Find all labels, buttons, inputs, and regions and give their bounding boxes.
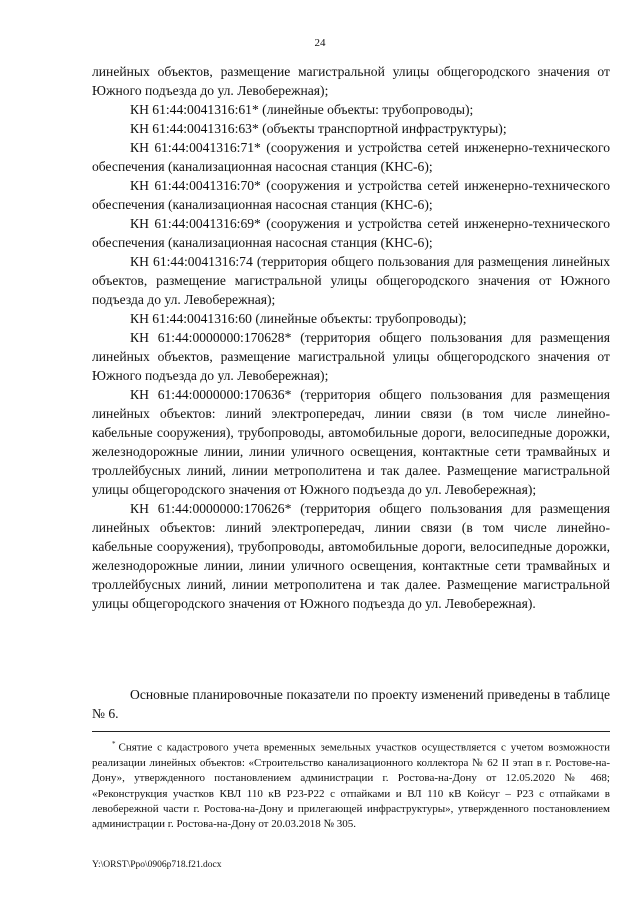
summary-paragraph: Основные планировочные показатели по проекту изменений приведены в таблице № 6. — [92, 687, 610, 721]
file-path: Y:\ORST\Ppo\0906p718.f21.docx — [92, 860, 222, 870]
paragraph: КН 61:44:0000000:170636* (территория общего пользования для размещения линейных объектов: линий электропередач, линии связи (в том числе линейно-кабельные сооружения), трубопроводы, автомобильные дороги, велосипедные дорожки, железнодорожные линии, линии уличного освещения, контактные сети трамвайных и троллейбусных линий, линии метрополитена и так далее. Размещение магистральной улицы общегородского значения от Южного подъезда до ул. Левобережная); — [92, 387, 610, 497]
paragraph: КН 61:44:0000000:170626* (территория общего пользования для размещения линейных объектов: линий электропередач, линии связи (в том числе линейно-кабельные сооружения), трубопроводы, автомобильные дороги, велосипедные дорожки, железнодорожные линии, линии уличного освещения, контактные сети трамвайных и троллейбусных линий, линии метрополитена и так далее. Размещение магистральной улицы общегородского значения от Южного подъезда до ул. Левобережная). — [92, 501, 610, 611]
paragraph: КН 61:44:0000000:170628* (территория общего пользования для размещения линейных объектов, размещение магистральной улицы общегородского значения от Южного подъезда до ул. Левобережная); — [92, 330, 610, 383]
paragraph: КН 61:44:0041316:69* (сооружения и устройства сетей инженерно-технического обеспечения (канализационная насосная станция (КНС-6); — [92, 216, 610, 250]
footnote-divider — [92, 731, 610, 732]
paragraph: КН 61:44:0041316:60 (линейные объекты: трубопроводы); — [130, 311, 467, 326]
paragraph: КН 61:44:0041316:74 (территория общего пользования для размещения линейных объектов, размещение магистральной улицы общегородского значения от Южного подъезда до ул. Левобережная); — [92, 254, 610, 307]
main-text — [92, 62, 610, 613]
paragraph: КН 61:44:0041316:63* (объекты транспортной инфраструктуры); — [130, 121, 507, 136]
summary-text — [92, 685, 610, 723]
footnote-paragraph — [92, 737, 610, 832]
footnote-marker: * — [112, 740, 116, 748]
page-number: 24 — [314, 37, 326, 49]
footnote-text: Снятие с кадастрового учета временных земельных участков осуществляется с учетом возможности реализации линейных объектов: «Строительство канализационного коллектора № 62 II этап в г. Ростове-на-Дону», утвержденного постановлением администрации г. Ростова-на-Дону от 12.05.2020 № 468; «Реконструкция участков КВЛ 110 кВ Р23-Р22 с отпайками и ВЛ 110 кВ Койсуг – Р23 с отпайками в левобережной части г. Ростова-на-Дону и прилегающей инфраструктуры», утвержденного постановлением администрации г. Ростова-на-Дону от 20.03.2018 № 305. — [92, 741, 610, 831]
paragraph: КН 61:44:0041316:61* (линейные объекты: трубопроводы); — [130, 102, 474, 117]
paragraph: КН 61:44:0041316:70* (сооружения и устройства сетей инженерно-технического обеспечения (канализационная насосная станция (КНС-6); — [92, 178, 610, 212]
paragraph: КН 61:44:0041316:71* (сооружения и устройства сетей инженерно-технического обеспечения (канализационная насосная станция (КНС-6); — [92, 140, 610, 174]
footnote — [92, 737, 610, 832]
paragraph: линейных объектов, размещение магистральной улицы общегородского значения от Южного подъезда до ул. Левобережная); — [92, 64, 610, 98]
